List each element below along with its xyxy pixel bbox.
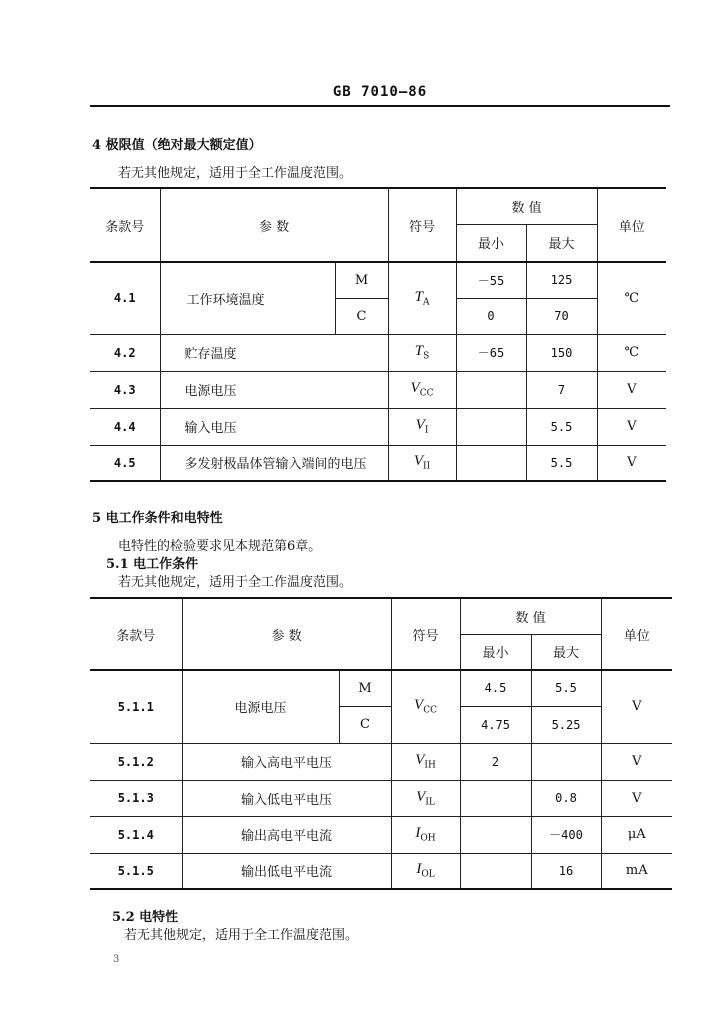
section-5-2-title: 5.2 电特性 (112, 910, 179, 925)
header-unit: 单位 (597, 188, 666, 262)
row-symbol: $V_{IH}$ (391, 743, 460, 780)
row-unit: V (601, 780, 672, 816)
row-unit: ℃ (597, 334, 666, 371)
row-min (456, 408, 526, 445)
header-clause: 条款号 (90, 598, 182, 670)
row-param: 输入高电平电压 (182, 743, 391, 780)
row-min: －55 (456, 262, 526, 298)
row-unit: ℃ (597, 262, 666, 334)
document-code: GB 7010—86 (332, 84, 428, 100)
row-symbol: $V_{II}$ (388, 445, 456, 481)
row-clause: 5.1.2 (90, 743, 182, 780)
row-max: 5.5 (531, 670, 601, 706)
header-max: 最大 (531, 634, 601, 670)
row-param: 输入电压 (160, 408, 388, 445)
row-max: 7 (526, 371, 597, 408)
section-5-intro: 电特性的检验要求见本规范第6章。 (118, 539, 322, 554)
row-clause: 5.1.4 (90, 816, 182, 853)
section-5-1-title: 5.1 电工作条件 (106, 557, 199, 572)
limits-table (90, 187, 666, 482)
row-max: －400 (531, 816, 601, 853)
section-5-2-intro: 若无其他规定，适用于全工作温度范围。 (124, 928, 359, 943)
header-symbol: 符号 (388, 188, 456, 262)
row-unit: μA (601, 816, 672, 853)
row-symbol: $V_{IL}$ (391, 780, 460, 816)
header-value: 数 值 (460, 598, 601, 634)
row-clause: 5.1.3 (90, 780, 182, 816)
row-unit: V (597, 445, 666, 481)
row-min: 4.75 (460, 706, 531, 743)
row-unit: V (597, 408, 666, 445)
row-symbol: $V_{CC}$ (388, 371, 456, 408)
row-max: 5.5 (526, 445, 597, 481)
row-param: 贮存温度 (160, 334, 388, 371)
row-max: 0.8 (531, 780, 601, 816)
row-clause: 4.1 (90, 262, 160, 334)
grade-label: M (335, 262, 388, 298)
row-min: 2 (460, 743, 531, 780)
section-4-intro: 若无其他规定，适用于全工作温度范围。 (118, 166, 353, 181)
header-clause: 条款号 (90, 188, 160, 262)
row-clause: 4.4 (90, 408, 160, 445)
header-param: 参 数 (182, 598, 391, 670)
header-param: 参 数 (160, 188, 388, 262)
row-min (460, 816, 531, 853)
row-min (456, 371, 526, 408)
header-min: 最小 (456, 224, 526, 262)
row-symbol: $T_A$ (388, 262, 456, 334)
grade-label: C (339, 706, 391, 743)
row-param: 多发射极晶体管输入端间的电压 (160, 445, 388, 481)
row-min: 4.5 (460, 670, 531, 706)
section-5-title: 5 电工作条件和电特性 (92, 511, 223, 526)
row-clause: 4.2 (90, 334, 160, 371)
row-param: 工作环境温度 (160, 262, 335, 334)
row-min: －65 (456, 334, 526, 371)
section-5-1-intro: 若无其他规定，适用于全工作温度范围。 (118, 575, 353, 590)
grade-label: C (335, 298, 388, 334)
row-symbol: $T_S$ (388, 334, 456, 371)
row-min: 0 (456, 298, 526, 334)
row-param: 输出低电平电流 (182, 853, 391, 889)
operating-conditions-table (90, 597, 672, 890)
row-max: 125 (526, 262, 597, 298)
row-max: 70 (526, 298, 597, 334)
header-symbol: 符号 (391, 598, 460, 670)
row-max: 16 (531, 853, 601, 889)
row-min (460, 853, 531, 889)
row-param: 输入低电平电压 (182, 780, 391, 816)
header-value: 数 值 (456, 188, 597, 224)
row-max: 150 (526, 334, 597, 371)
row-unit: V (601, 743, 672, 780)
row-max (531, 743, 601, 780)
row-clause: 4.5 (90, 445, 160, 481)
row-symbol: $I_{OL}$ (391, 853, 460, 889)
row-unit: mA (601, 853, 672, 889)
row-min (456, 445, 526, 481)
row-symbol: $V_I$ (388, 408, 456, 445)
row-clause: 5.1.1 (90, 670, 182, 743)
header-unit: 单位 (601, 598, 672, 670)
header-rule (90, 105, 670, 107)
row-param: 电源电压 (160, 371, 388, 408)
row-clause: 5.1.5 (90, 853, 182, 889)
row-max: 5.25 (531, 706, 601, 743)
row-unit: V (601, 670, 672, 743)
row-clause: 4.3 (90, 371, 160, 408)
header-min: 最小 (460, 634, 531, 670)
row-symbol: $V_{CC}$ (391, 670, 460, 743)
header-max: 最大 (526, 224, 597, 262)
page-number: 3 (113, 954, 120, 965)
row-symbol: $I_{OH}$ (391, 816, 460, 853)
row-unit: V (597, 371, 666, 408)
row-param: 输出高电平电流 (182, 816, 391, 853)
grade-label: M (339, 670, 391, 706)
row-param: 电源电压 (182, 670, 339, 743)
row-min (460, 780, 531, 816)
section-4-title: 4 极限值（绝对最大额定值） (92, 138, 262, 153)
row-max: 5.5 (526, 408, 597, 445)
